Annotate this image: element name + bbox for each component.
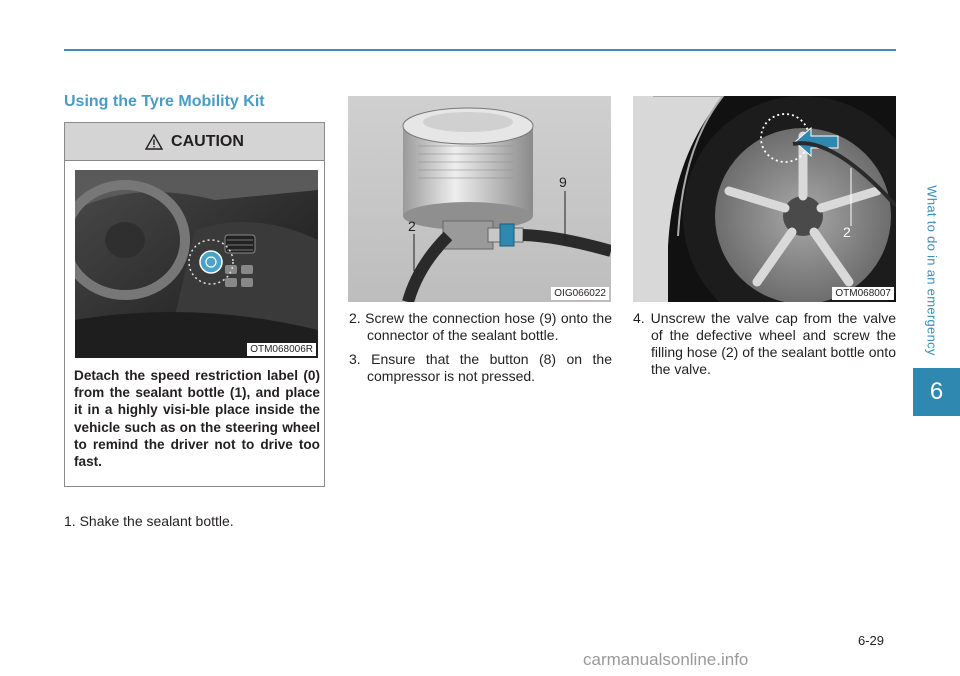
caution-heading: CAUTION <box>171 132 244 150</box>
steps-middle <box>349 310 612 392</box>
warning-icon <box>145 134 163 150</box>
figure-code: OTM068007 <box>832 287 894 300</box>
wheel-figure <box>633 96 896 302</box>
caution-text: Detach the speed restriction label (0) from the sealant bottle (1), and place it in a highly visi-ble place inside the vehicle such as on the steering wheel to remind the driver not to drive too fast. <box>74 368 320 470</box>
callout-9: 9 <box>559 174 567 190</box>
figure-code: OTM068006R <box>247 343 316 356</box>
steps-right <box>633 310 896 385</box>
caution-header <box>65 123 324 161</box>
figure-code: OIG066022 <box>551 287 609 300</box>
step-2: 2. Screw the connection hose (9) onto the connector of the sealant bottle. <box>349 310 612 343</box>
sealant-bottle-figure <box>348 96 611 302</box>
dashboard-figure <box>75 170 318 358</box>
step-3: 3. Ensure that the button (8) on the compressor is not pressed. <box>349 351 612 384</box>
page-number: 6-29 <box>858 633 885 648</box>
step-1: 1. Shake the sealant bottle. <box>64 513 234 529</box>
callout-2-wheel: 2 <box>843 224 851 240</box>
callout-2: 2 <box>408 218 416 234</box>
section-side-label: What to do in an emergency <box>924 184 940 356</box>
header-rule <box>64 49 896 51</box>
step-4: 4. Unscrew the valve cap from the valve of the defective wheel and screw the filling hose (2) of the sealant bottle onto the valve. <box>633 310 896 377</box>
watermark: carmanualsonline.info <box>583 650 749 669</box>
chapter-tab[interactable]: 6 <box>913 368 960 416</box>
section-title: Using the Tyre Mobility Kit <box>64 93 265 110</box>
caution-box <box>64 122 325 487</box>
